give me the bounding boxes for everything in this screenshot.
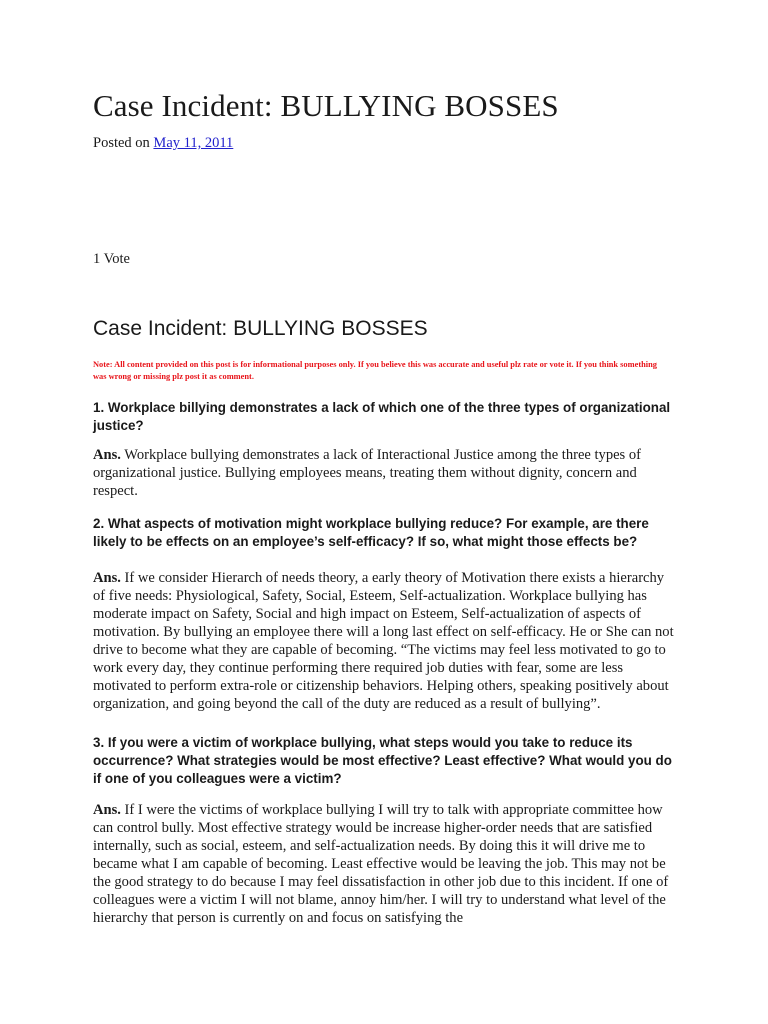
answer-2-text: If we consider Hierarch of needs theory, a early theory of Motivation there exists a hierarchy of five needs: Physiological, Safety, Social, Esteem, Self-actualization. Workplace bullying has moderate impact on Safety, Social and high impact on Esteem, Self-actualization of aspects of motivation. By bullying an employee there will a long last effect on self-efficacy. He or She can not drive to become what they are capable of becoming. “The victims may feel less motivated to go to work every day, they continue performing there required job duties with fear, some are less motivated to perform extra-role or citizenship behaviors. Helping others, speaking positively about organization, and going beyond the call of the duty are reduced as a result of bullying”. (93, 570, 674, 712)
answer-2 (93, 569, 677, 713)
question-3: 3. If you were a victim of workplace bullying, what steps would you take to reduce its occurrence? What strategies would be most effective? Least effective? What would you do if one of you colleagues were a victim? (93, 735, 672, 786)
post-meta (93, 133, 233, 153)
answer-label: Ans. (93, 447, 121, 463)
answer-label: Ans. (93, 802, 121, 818)
question-2: 2. What aspects of motivation might workplace bullying reduce? For example, are there likely to be effects on an employee’s self-efficacy? If so, what might those effects be? (93, 516, 649, 549)
answer-label: Ans. (93, 570, 121, 586)
answer-3-text: If I were the victims of workplace bullying I will try to talk with appropriate committee how can control bully. Most effective strategy would be increase higher-order needs that are satisfied internally, such as social, esteem, and self-actualization needs. By doing this it will drive me to became what I am capable of becoming. Least effective would be leaving the job. This may not be the good strategy to do because I may feel dissatisfaction in other job due to this incident. If one of colleagues were a victim I will not blame, annoy him/her. I will try to understand what level of the hierarchy that person is currently on and focus on satisfying the (93, 802, 669, 926)
post-title: Case Incident: BULLYING BOSSES (93, 88, 559, 123)
question-1: 1. Workplace billying demonstrates a lack of which one of the three types of organizational justice? (93, 400, 671, 433)
answer-1-text: Workplace bullying demonstrates a lack of Interactional Justice among the three types of organizational justice. Bullying employees means, treating them without dignity, concern and respect. (93, 447, 641, 499)
disclaimer-note: Note: All content provided on this post is for informational purposes only. If you believe this was accurate and useful plz rate or vote it. If you think something was wrong or missing plz post it as comment. (93, 360, 657, 381)
answer-1 (93, 446, 677, 500)
content-title: Case Incident: BULLYING BOSSES (93, 317, 428, 340)
vote-count: 1 Vote (93, 251, 130, 267)
post-date-link[interactable]: May 11, 2011 (153, 135, 234, 151)
answer-3 (93, 801, 677, 927)
posted-on-label: Posted on (93, 135, 154, 151)
